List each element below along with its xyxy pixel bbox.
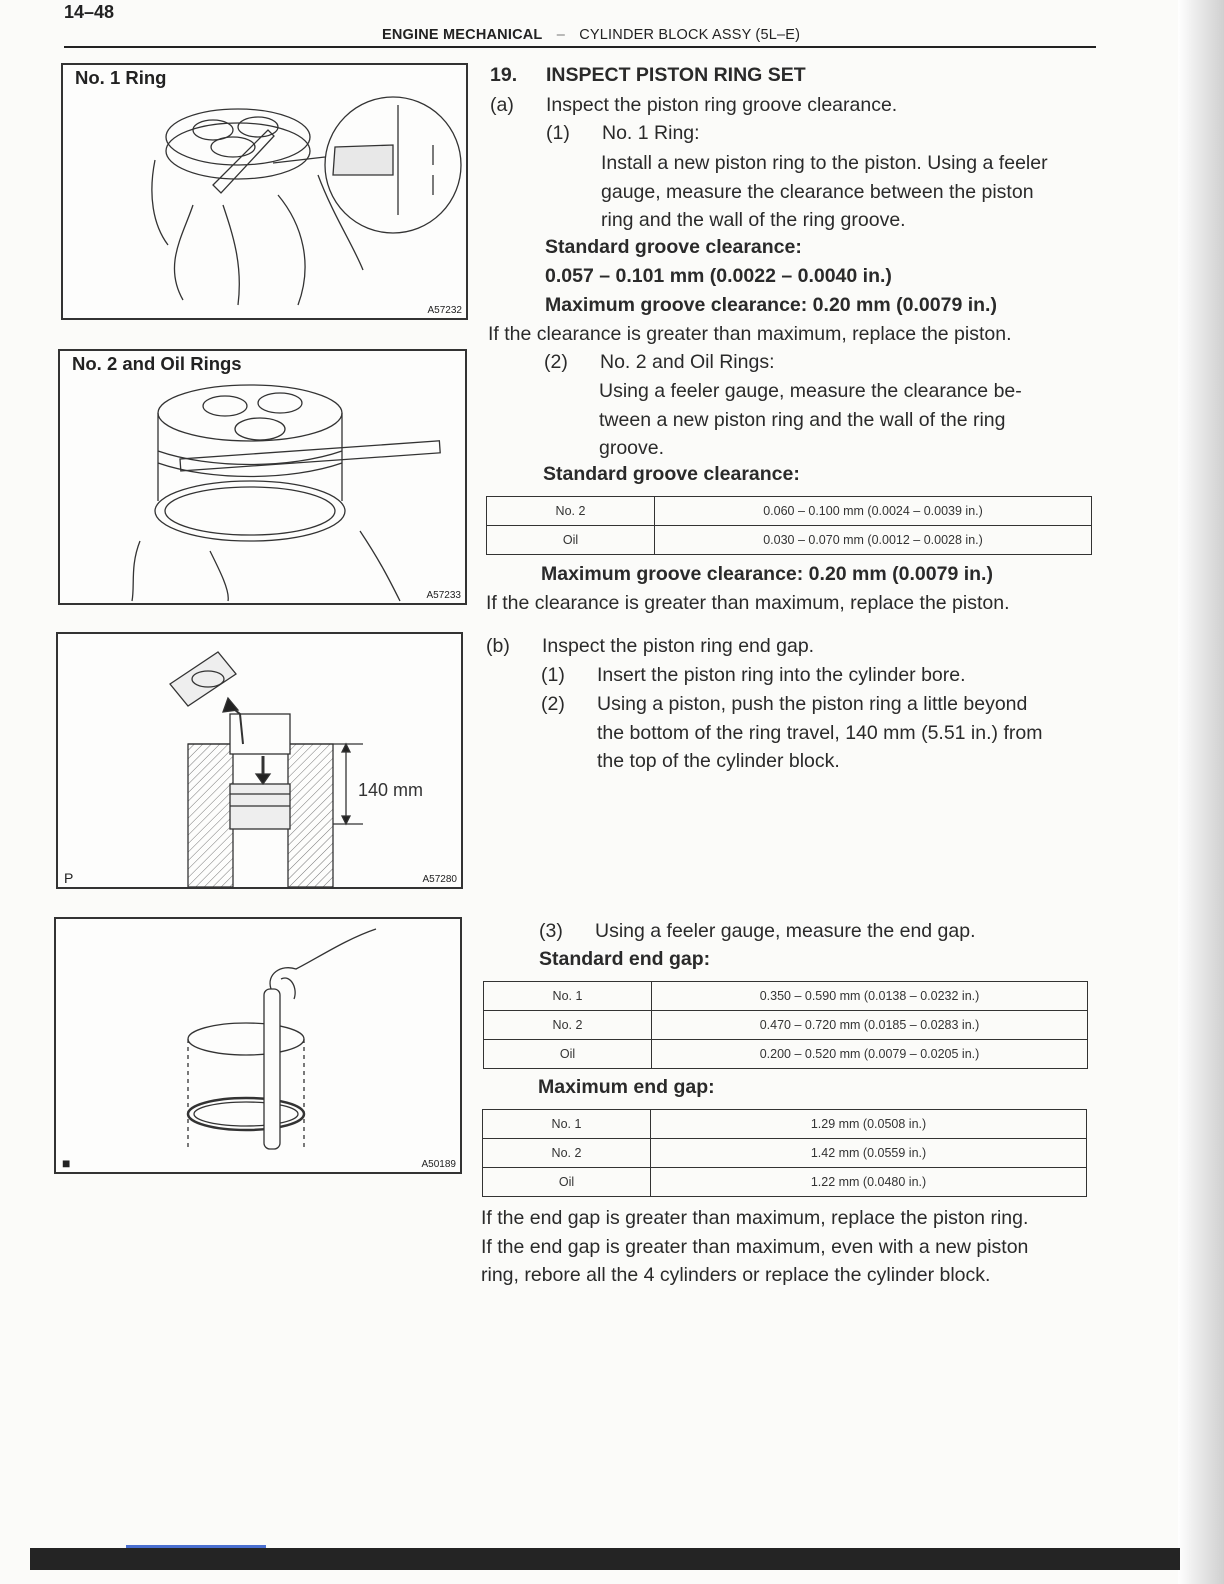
value-cell: 0.200 – 0.520 mm (0.0079 – 0.0205 in.) xyxy=(652,1040,1088,1069)
figure-caption: No. 2 and Oil Rings xyxy=(72,353,242,374)
text-line: gauge, measure the clearance between the piston xyxy=(601,180,1034,203)
groove-clearance-table xyxy=(486,496,1092,555)
standard-end-gap-table xyxy=(483,981,1088,1069)
figure-code: A50189 xyxy=(421,1159,456,1170)
page-edge-shadow xyxy=(1178,0,1224,1584)
figure-code: A57280 xyxy=(422,874,457,885)
ring-cell: No. 2 xyxy=(487,497,655,526)
value-cell: 1.42 mm (0.0559 in.) xyxy=(651,1139,1087,1168)
substep-a1-marker: (1) xyxy=(546,122,570,144)
step-number: 19. xyxy=(490,64,518,86)
text-line: ring and the wall of the ring groove. xyxy=(601,209,906,231)
value-cell: 1.29 mm (0.0508 in.) xyxy=(651,1110,1087,1139)
section-subtitle: CYLINDER BLOCK ASSY (5L–E) xyxy=(579,27,801,43)
figure-ring-insertion xyxy=(56,632,463,889)
maximum-end-gap-table xyxy=(482,1109,1087,1197)
page-number: 14–48 xyxy=(64,2,115,22)
text-line: tween a new piston ring and the wall of the ring xyxy=(599,408,1006,431)
figure-code: A57232 xyxy=(427,305,462,316)
maximum-end-gap-label: Maximum end gap: xyxy=(538,1076,715,1098)
substep-a-text: Inspect the piston ring groove clearance. xyxy=(546,94,898,116)
text-line: If the end gap is greater than maximum, even with a new piston xyxy=(481,1235,1029,1258)
step-title: INSPECT PISTON RING SET xyxy=(546,64,806,86)
figure-caption: No. 1 Ring xyxy=(75,67,167,88)
table-row xyxy=(483,1168,1087,1197)
replace-note-1: If the clearance is greater than maximum, replace the piston. xyxy=(488,323,1012,345)
maximum-groove-2: Maximum groove clearance: 0.20 mm (0.0079 in.) xyxy=(541,563,993,585)
substep-a2-label: No. 2 and Oil Rings: xyxy=(600,351,775,373)
text-line: Using a piston, push the piston ring a little beyond xyxy=(597,693,1028,715)
text-line: ring, rebore all the 4 cylinders or replace the cylinder block. xyxy=(481,1264,991,1286)
table-row xyxy=(487,526,1092,555)
text-line: the bottom of the ring travel, 140 mm (5.51 in.) from xyxy=(597,721,1043,744)
no2-oil-rings-illustration xyxy=(60,351,465,603)
substep-a1-text xyxy=(601,149,1048,235)
substep-b-marker: (b) xyxy=(486,635,510,657)
table-row xyxy=(484,1011,1088,1040)
header-rule xyxy=(64,46,1096,48)
text-line: Install a new piston ring to the piston. Using a feeler xyxy=(601,152,1048,174)
substep-b1-marker: (1) xyxy=(541,664,565,686)
table-row xyxy=(487,497,1092,526)
no1-ring-illustration xyxy=(63,65,466,318)
value-cell: 0.030 – 0.070 mm (0.0012 – 0.0028 in.) xyxy=(655,526,1092,555)
end-gap-measure-illustration xyxy=(56,919,460,1172)
substep-b3-text: Using a feeler gauge, measure the end gap. xyxy=(595,920,976,942)
figure-code: A57233 xyxy=(426,590,461,601)
section-dash: – xyxy=(556,27,565,43)
ring-cell: No. 1 xyxy=(483,1110,651,1139)
section-title: ENGINE MECHANICAL xyxy=(382,27,543,43)
standard-end-gap-label: Standard end gap: xyxy=(539,948,711,970)
value-cell: 0.470 – 0.720 mm (0.0185 – 0.0283 in.) xyxy=(652,1011,1088,1040)
value-cell: 1.22 mm (0.0480 in.) xyxy=(651,1168,1087,1197)
substep-a2-text xyxy=(599,377,1022,463)
ring-cell: Oil xyxy=(487,526,655,555)
text-line: Using a feeler gauge, measure the clearance be- xyxy=(599,380,1022,402)
ring-cell: No. 2 xyxy=(483,1139,651,1168)
final-note xyxy=(481,1204,1028,1290)
replace-note-2: If the clearance is greater than maximum, replace the piston. xyxy=(486,592,1010,614)
table-row xyxy=(483,1139,1087,1168)
substep-b-text: Inspect the piston ring end gap. xyxy=(542,635,815,657)
text-line: groove. xyxy=(599,437,665,459)
figure-no1-ring xyxy=(61,63,468,320)
figure-mark: P xyxy=(64,870,74,886)
standard-groove-value-1: 0.057 – 0.101 mm (0.0022 – 0.0040 in.) xyxy=(545,265,892,287)
ring-cell: No. 1 xyxy=(484,982,652,1011)
value-cell: 0.350 – 0.590 mm (0.0138 – 0.0232 in.) xyxy=(652,982,1088,1011)
substep-b1-text: Insert the piston ring into the cylinder bore. xyxy=(597,664,966,686)
standard-groove-label-2: Standard groove clearance: xyxy=(543,463,800,485)
ring-cell: Oil xyxy=(484,1040,652,1069)
table-row xyxy=(484,982,1088,1011)
table-row xyxy=(483,1110,1087,1139)
value-cell: 0.060 – 0.100 mm (0.0024 – 0.0039 in.) xyxy=(655,497,1092,526)
text-line: the top of the cylinder block. xyxy=(597,750,840,772)
figure-mark: ■ xyxy=(62,1155,71,1171)
ring-cell: Oil xyxy=(483,1168,651,1197)
figure-end-gap-measure xyxy=(54,917,462,1174)
scan-bottom-bar xyxy=(30,1548,1180,1570)
standard-groove-label-1: Standard groove clearance: xyxy=(545,236,802,258)
substep-b2-marker: (2) xyxy=(541,693,565,715)
substep-a2-marker: (2) xyxy=(544,351,568,373)
table-row xyxy=(484,1040,1088,1069)
scan-bottom-mark xyxy=(126,1545,266,1548)
substep-a-marker: (a) xyxy=(490,94,514,116)
ring-insertion-illustration xyxy=(58,634,461,887)
section-header xyxy=(382,27,800,43)
substep-a1-label: No. 1 Ring: xyxy=(602,122,700,144)
text-line: If the end gap is greater than maximum, replace the piston ring. xyxy=(481,1207,1029,1229)
figure-no2-oil-rings xyxy=(58,349,467,605)
dimension-label: 140 mm xyxy=(358,780,424,800)
substep-b3-marker: (3) xyxy=(539,920,563,942)
substep-b2-text xyxy=(597,690,1042,776)
ring-cell: No. 2 xyxy=(484,1011,652,1040)
maximum-groove-1: Maximum groove clearance: 0.20 mm (0.0079 in.) xyxy=(545,294,997,316)
